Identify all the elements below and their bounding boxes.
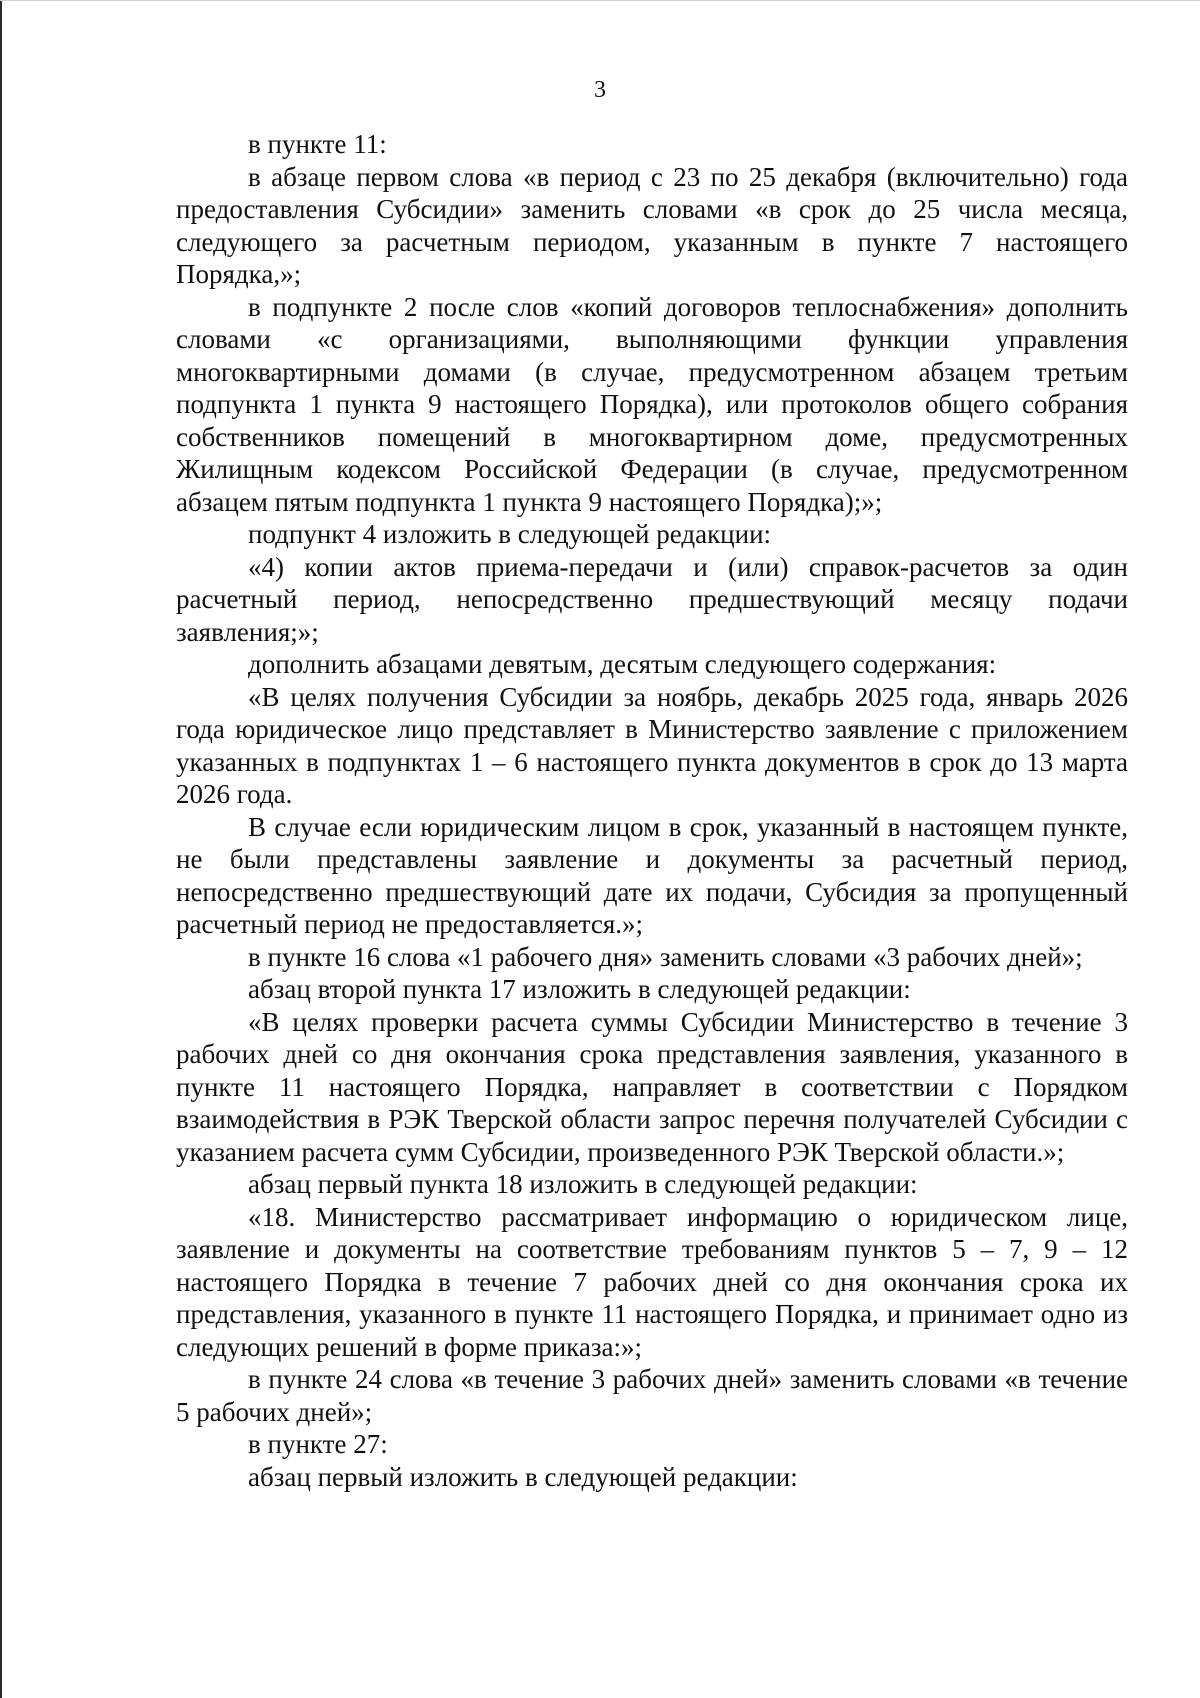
paragraph: «В целях проверки расчета суммы Субсидии Министерство в течение 3 рабочих дней со дня окончания срока представления заявления, указанного в пункте 11 настоящего Порядка, направляет в соответствии с Порядком взаимодействия в РЭК Тверской области запрос перечня получателей Субсидии с указанием расчета сумм Субсидии, произведенного РЭК Тверской области.»;	[176, 1006, 1128, 1167]
paragraph: в пункте 11:	[248, 129, 387, 159]
paragraph: в абзаце первом слова «в период с 23 по 25 декабря (включительно) года предоставления Субсидии» заменить словами «в срок до 25 числа месяца, следующего за расчетным периодом, указанным в пункте 7 настоящего Порядка,»;	[176, 161, 1128, 289]
paragraph: абзац второй пункта 17 изложить в следующей редакции:	[248, 974, 911, 1004]
paragraph: дополнить абзацами девятым, десятым следующего содержания:	[248, 649, 997, 679]
paragraph: абзац первый изложить в следующей редакции:	[248, 1461, 798, 1492]
paragraph: «В целях получения Субсидии за ноябрь, декабрь 2025 года, январь 2026 года юридическое лицо представляет в Министерство заявление с приложением указанных в подпунктах 1 – 6 настоящего пункта документов в срок до 13 марта 2026 года.	[176, 681, 1128, 809]
page-number: 3	[594, 77, 606, 103]
paragraph: подпункт 4 изложить в следующей редакции:	[248, 519, 772, 549]
paragraph: в подпункте 2 после слов «копий договоров теплоснабжения» дополнить словами «с организациями, выполняющими функции управления многоквартирными домами (в случае, предусмотренном абзацем третьим подпункта 1 пункта 9 настоящего Порядка), или протоколов общего собрания собственников помещений в многоквартирном доме, предусмотренных Жилищным кодексом Российской Федерации (в случае, предусмотренном абзацем пятым подпункта 1 пункта 9 настоящего Порядка);»;	[176, 291, 1128, 517]
scan-top-edge	[0, 0, 1200, 1]
paragraph: абзац первый пункта 18 изложить в следующей редакции:	[248, 1169, 918, 1199]
paragraph: «4) копии актов приема-передачи и (или) справок-расчетов за один расчетный период, непосредственно предшествующий месяцу подачи заявления;»;	[176, 551, 1128, 647]
paragraph: В случае если юридическим лицом в срок, указанный в настоящем пункте, не были представлены заявление и документы за расчетный период, непосредственно предшествующий дате их подачи, Субсидия за пропущенный расчетный период не предоставляется.»;	[176, 811, 1128, 939]
paragraph: «18. Министерство рассматривает информацию о юридическом лице, заявление и документы на соответствие требованиям пунктов 5 – 7, 9 – 12 настоящего Порядка в течение 7 рабочих дней со дня окончания срока их представления, указанного в пункте 11 настоящего Порядка, и принимает одно из следующих решений в форме приказа:»;	[176, 1201, 1128, 1362]
scan-left-edge	[0, 0, 2, 1698]
paragraph: в пункте 27:	[248, 1429, 388, 1459]
document-body	[176, 128, 1128, 1493]
paragraph: в пункте 16 слова «1 рабочего дня» заменить словами «3 рабочих дней»;	[248, 941, 1083, 972]
paragraph: в пункте 24 слова «в течение 3 рабочих дней» заменить словами «в течение 5 рабочих дней»;	[176, 1364, 1128, 1427]
